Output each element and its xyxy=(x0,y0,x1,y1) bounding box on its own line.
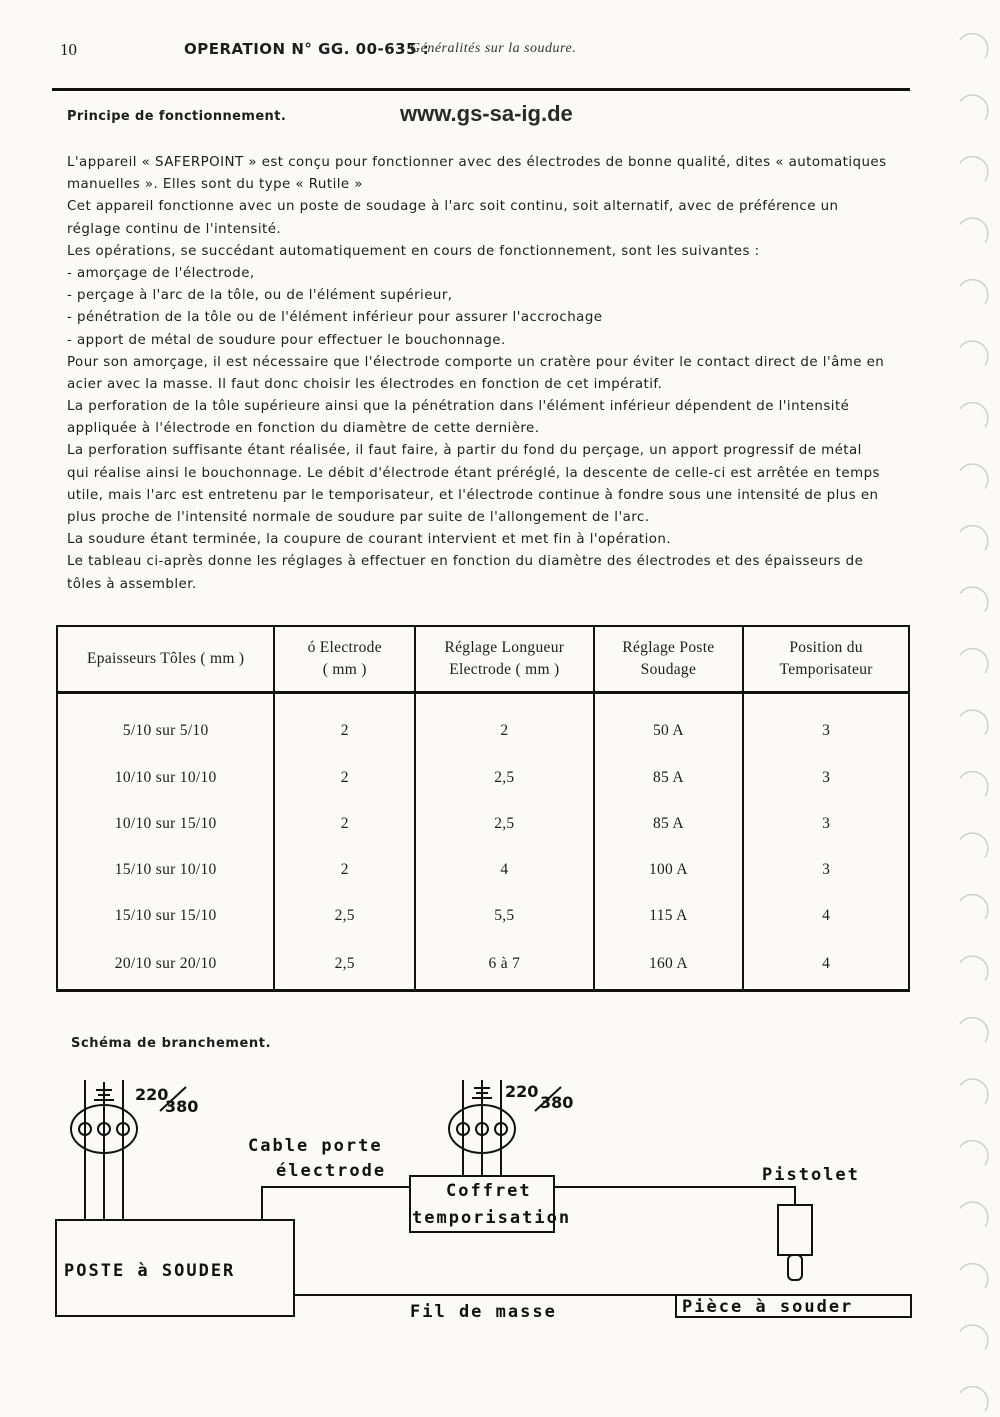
table-cell: 2,5 xyxy=(415,801,594,847)
table-row xyxy=(57,893,909,939)
table-cell: 3 xyxy=(743,847,909,893)
table-header-text: Electrode ( mm ) xyxy=(449,661,560,678)
binder-hole xyxy=(960,1325,988,1349)
table-cell: 15/10 sur 15/10 xyxy=(57,893,274,939)
operation-subtitle: Généralités sur la soudure. xyxy=(410,41,577,56)
body-line: réglage continu de l'intensité. xyxy=(67,221,282,237)
table-row xyxy=(57,847,909,893)
coffret-label-2: temporisation xyxy=(412,1208,572,1228)
table-header-text: ó Electrode xyxy=(307,639,382,656)
table-header-text: Réglage Poste xyxy=(622,639,715,656)
body-line: acier avec la masse. Il faut donc choisir les électrodes en fonction de cet impératif. xyxy=(67,376,663,392)
table-row xyxy=(57,939,909,991)
binder-hole xyxy=(960,587,988,611)
table-cell: 20/10 sur 20/10 xyxy=(57,939,274,991)
binder-hole xyxy=(960,956,988,980)
mid-voltage-b: 380 xyxy=(540,1093,574,1112)
watermark-url: www.gs-sa-ig.de xyxy=(400,101,573,126)
body-line: La perforation de la tôle supérieure ainsi que la pénétration dans l'élément inférieur dépendent de l'intensité xyxy=(67,399,850,415)
table-cell: 4 xyxy=(743,893,909,939)
table-header-cell xyxy=(743,626,909,693)
table-body xyxy=(57,693,909,991)
table-cell: 4 xyxy=(743,939,909,991)
operation-title: OPERATION N° GG. 00-635 : xyxy=(184,40,430,58)
body-line: - apport de métal de soudure pour effectuer le bouchonnage. xyxy=(67,332,506,348)
binder-hole xyxy=(960,218,988,242)
wiring-diagram xyxy=(0,1060,1000,1360)
binder-hole xyxy=(960,464,988,488)
binder-hole xyxy=(960,341,988,365)
body-text xyxy=(67,152,917,596)
table-cell: 2 xyxy=(415,693,594,756)
table-header-text: ( mm ) xyxy=(322,661,367,678)
body-line: plus proche de l'intensité normale de soudure par suite de l'allongement de l'arc. xyxy=(67,510,650,525)
table-header-row xyxy=(57,626,909,693)
body-line: L'appareil « SAFERPOINT » est conçu pour fonctionner avec des électrodes de bonne qualité, dites « automatiques xyxy=(67,155,887,170)
table-cell: 2,5 xyxy=(415,755,594,801)
table-cell: 50 A xyxy=(594,693,744,756)
table-cell: 4 xyxy=(415,847,594,893)
body-line: - amorçage de l'électrode, xyxy=(67,265,255,281)
body-line: - pénétration de la tôle ou de l'élément inférieur pour assurer l'accrochage xyxy=(67,310,603,326)
table-cell: 2,5 xyxy=(274,893,415,939)
pistolet-body xyxy=(778,1205,812,1255)
body-line: La soudure étant terminée, la coupure de courant intervient et met fin à l'opération. xyxy=(67,532,672,548)
body-line: Les opérations, se succédant automatiquement en cours de fonctionnement, sont les suivantes : xyxy=(67,243,760,259)
table-header-text: Position du xyxy=(789,639,863,656)
binder-hole xyxy=(960,95,988,119)
body-line: appliquée à l'électrode en fonction du diamètre de cette dernière. xyxy=(67,421,540,437)
left-voltage-b: 380 xyxy=(165,1097,199,1116)
binder-hole xyxy=(960,1202,988,1226)
table-cell: 160 A xyxy=(594,939,744,991)
body-line: Pour son amorçage, il est nécessaire que l'électrode comporte un cratère pour éviter le contact direct de l'âme en xyxy=(67,354,885,370)
body-line: tôles à assembler. xyxy=(67,576,197,592)
binder-hole xyxy=(960,1141,988,1165)
binder-hole xyxy=(960,526,988,550)
table-row xyxy=(57,801,909,847)
binder-hole xyxy=(960,710,988,734)
table-cell: 2,5 xyxy=(274,939,415,991)
table-cell: 3 xyxy=(743,693,909,756)
table-cell: 2 xyxy=(274,693,415,756)
table-header-cell xyxy=(415,626,594,693)
page-number: 10 xyxy=(60,40,77,59)
body-line: Le tableau ci-après donne les réglages à effectuer en fonction du diamètre des électrodes et des épaisseurs de xyxy=(67,554,864,570)
table-cell: 115 A xyxy=(594,893,744,939)
table-row xyxy=(57,693,909,756)
binder-hole xyxy=(960,1018,988,1042)
table-header-cell xyxy=(57,626,274,693)
table-header-text: Soudage xyxy=(640,661,697,678)
binder-hole xyxy=(960,833,988,857)
fil-masse-label: Fil de masse xyxy=(410,1302,557,1322)
cable-label-1: Cable porte xyxy=(248,1136,383,1156)
pistolet-label: Pistolet xyxy=(762,1165,860,1185)
table-cell: 3 xyxy=(743,801,909,847)
table-cell: 3 xyxy=(743,755,909,801)
table-cell: 100 A xyxy=(594,847,744,893)
binder-hole xyxy=(960,1387,988,1411)
table-header-text: Epaisseurs Tôles ( mm ) xyxy=(87,650,245,667)
binder-hole xyxy=(960,895,988,919)
binder-hole xyxy=(960,403,988,427)
left-voltage-a: 220 xyxy=(135,1085,169,1104)
binder-holes xyxy=(950,0,1000,1417)
body-line: manuelles ». Elles sont du type « Rutile » xyxy=(67,177,363,193)
body-line: qui réalise ainsi le bouchonnage. Le débit d'électrode étant préréglé, la descente de celle-ci est arrêtée en temps xyxy=(67,465,880,481)
table-header-text: Temporisateur xyxy=(779,661,873,678)
cable-label-2: électrode xyxy=(276,1161,387,1181)
table-cell: 6 à 7 xyxy=(415,939,594,991)
schema-title: Schéma de branchement. xyxy=(71,1036,272,1051)
binder-hole xyxy=(960,34,988,58)
table-cell: 85 A xyxy=(594,801,744,847)
table-header-cell xyxy=(274,626,415,693)
table-cell: 10/10 sur 10/10 xyxy=(57,755,274,801)
table-cell: 2 xyxy=(274,847,415,893)
settings-table xyxy=(56,625,910,992)
table-header-text: Réglage Longueur xyxy=(444,639,565,656)
body-line: - perçage à l'arc de la tôle, ou de l'élément supérieur, xyxy=(67,288,453,304)
table-cell: 10/10 sur 15/10 xyxy=(57,801,274,847)
binder-hole xyxy=(960,1264,988,1288)
table-cell: 5/10 sur 5/10 xyxy=(57,693,274,756)
table-cell: 2 xyxy=(274,801,415,847)
header-rule xyxy=(52,88,910,91)
table-cell: 5,5 xyxy=(415,893,594,939)
binder-hole xyxy=(960,1079,988,1103)
section-title: Principe de fonctionnement. xyxy=(67,109,287,124)
binder-hole xyxy=(960,772,988,796)
coffret-label-1: Coffret xyxy=(446,1181,532,1201)
binder-hole xyxy=(960,280,988,304)
poste-label: POSTE à SOUDER xyxy=(64,1261,236,1281)
table-header-cell xyxy=(594,626,744,693)
body-line: Cet appareil fonctionne avec un poste de soudage à l'arc soit continu, soit alternatif, avec de préférence un xyxy=(67,199,839,215)
binder-hole xyxy=(960,649,988,673)
table-cell: 15/10 sur 10/10 xyxy=(57,847,274,893)
body-line: utile, mais l'arc est entretenu par le temporisateur, et l'électrode continue à fondre sous une intensité de plus en xyxy=(67,487,879,503)
table-cell: 85 A xyxy=(594,755,744,801)
binder-hole xyxy=(960,157,988,181)
pistolet-nozzle xyxy=(788,1255,802,1280)
piece-label: Pièce à souder xyxy=(682,1297,854,1317)
body-line: La perforation suffisante étant réalisée, il faut faire, à partir du fond du perçage, un apport progressif de métal xyxy=(67,443,862,459)
table-row xyxy=(57,755,909,801)
table-cell: 2 xyxy=(274,755,415,801)
mid-voltage-a: 220 xyxy=(505,1082,539,1101)
